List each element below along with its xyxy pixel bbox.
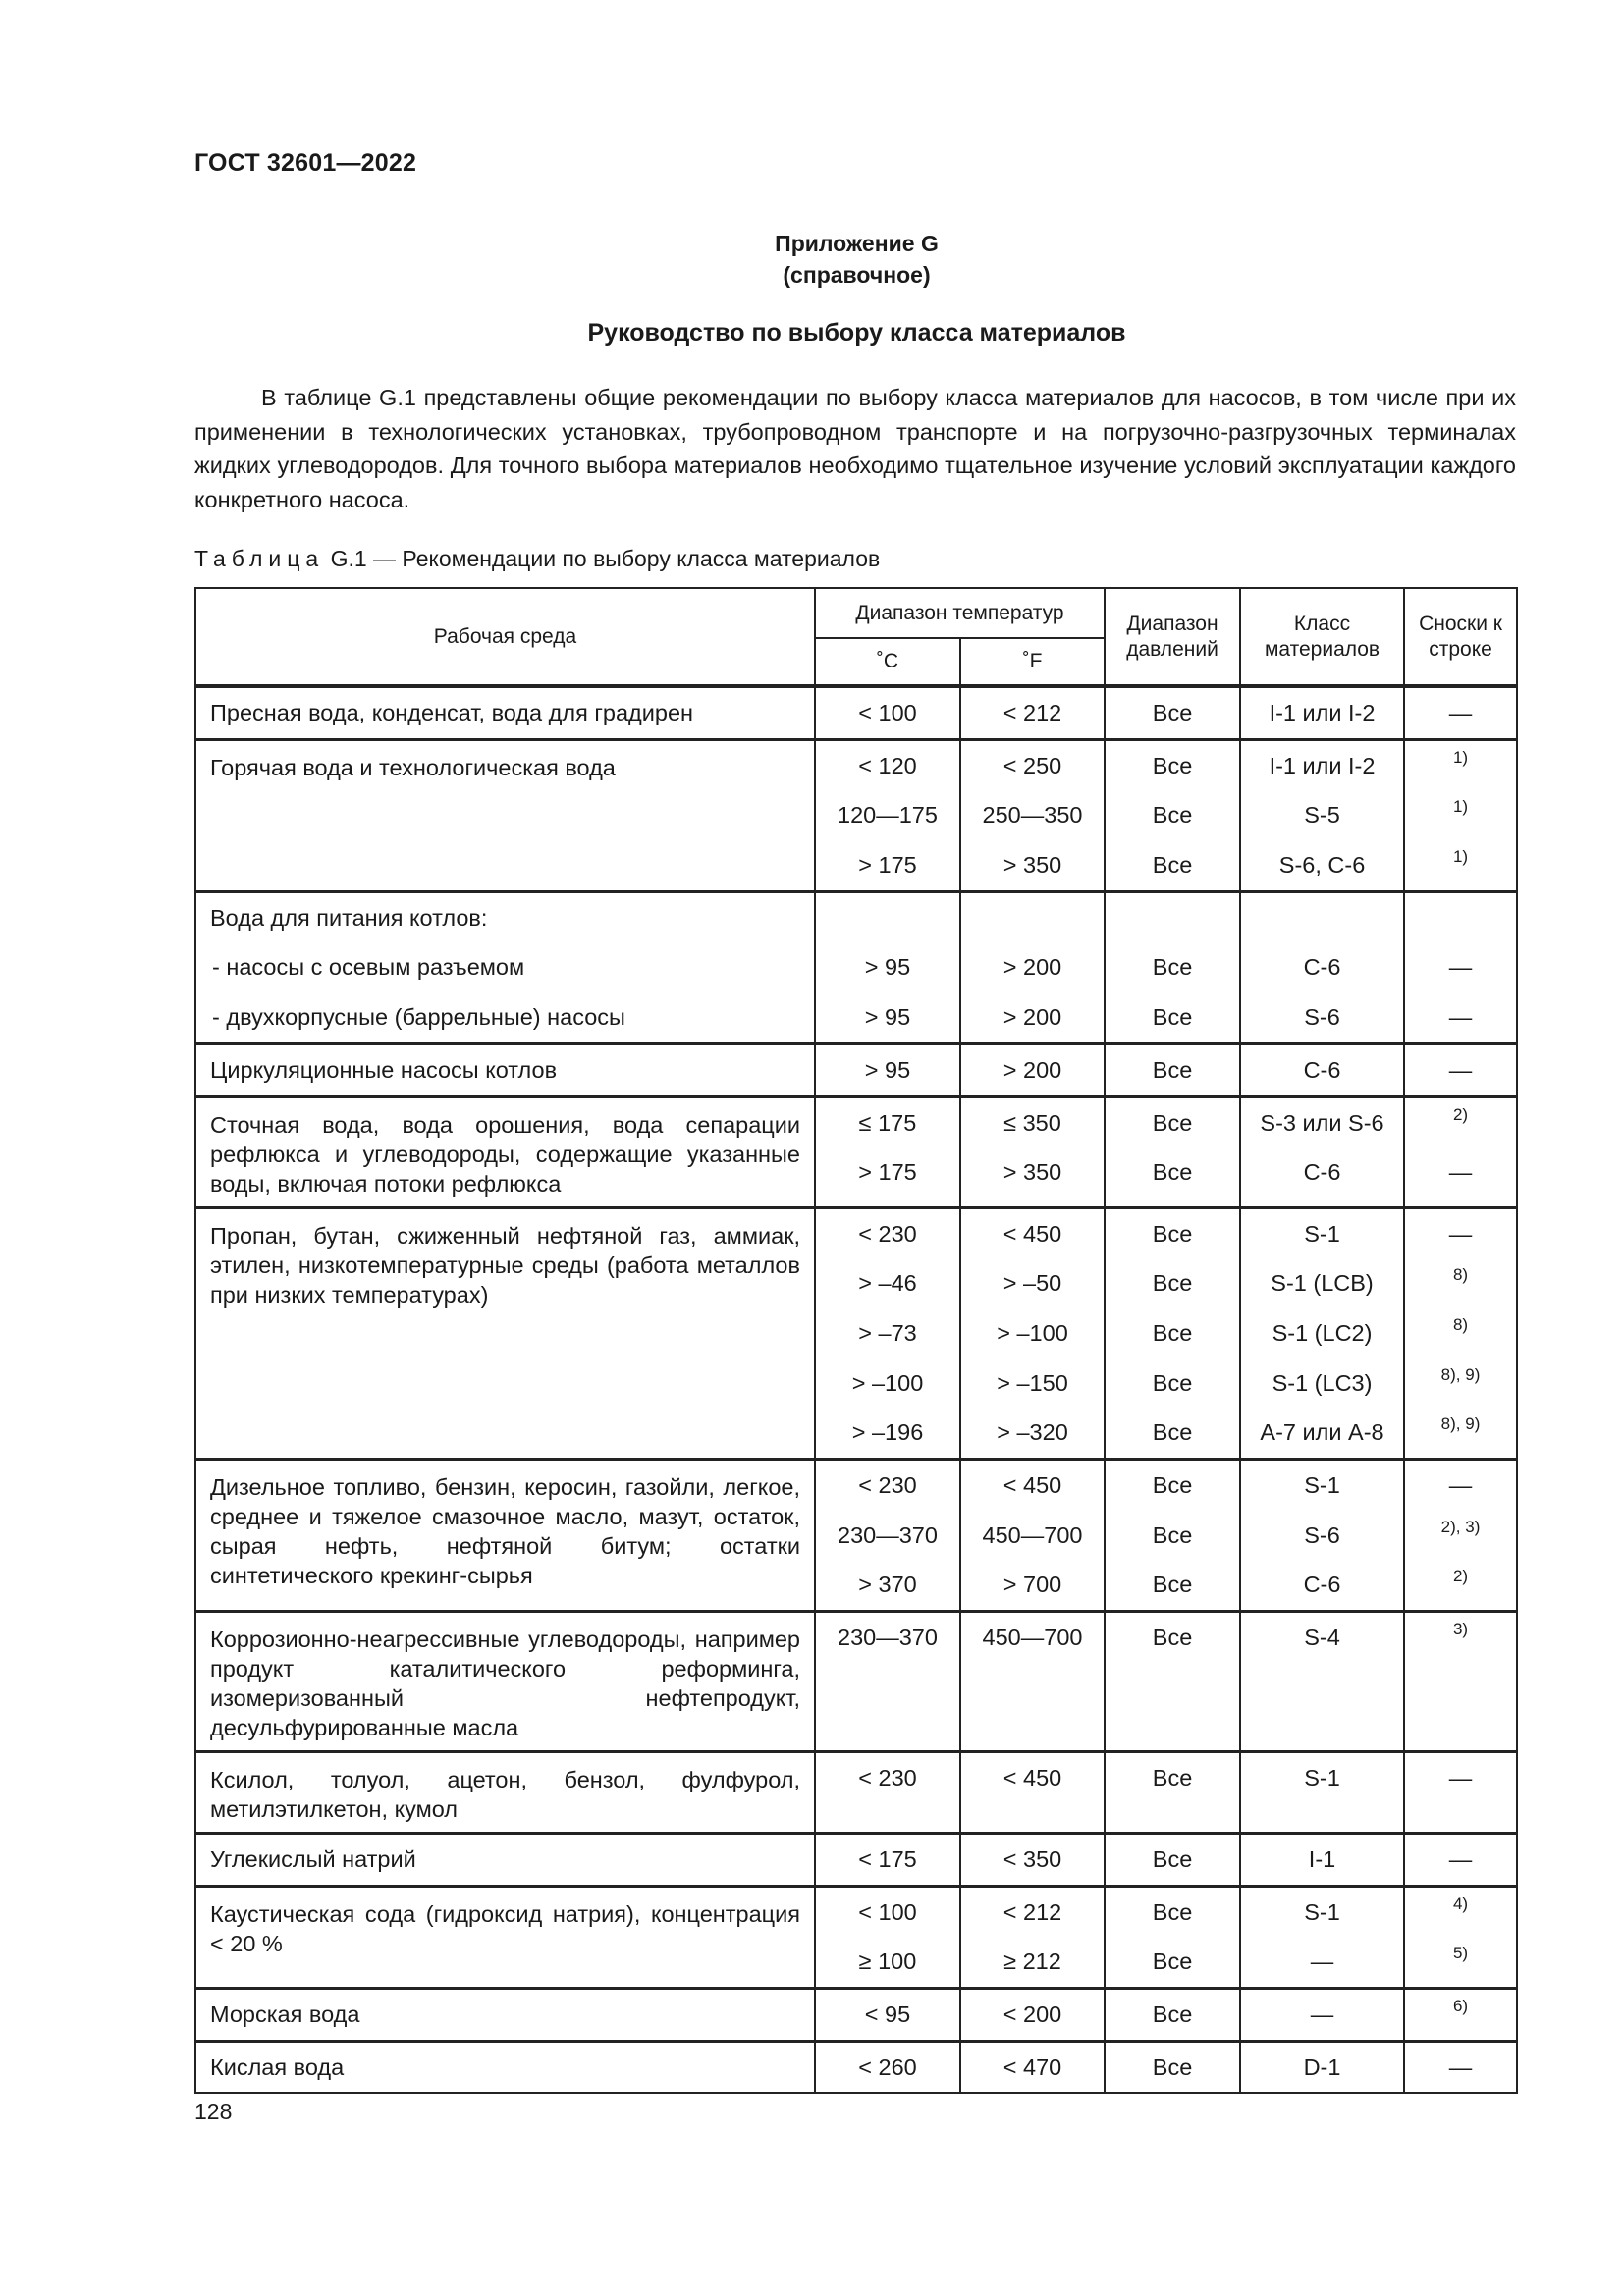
- medium-text: Кислая вода: [210, 2054, 345, 2080]
- cell-fahrenheit-value: 450—700: [982, 1522, 1083, 1548]
- cell-celsius-value: < 95: [864, 2002, 911, 2028]
- cell-celsius-value: < 100: [858, 1898, 917, 1925]
- cell-material-class: [1240, 1207, 1404, 1459]
- cell-celsius-value: > –73: [858, 1319, 917, 1346]
- cell-footnote-value: [1405, 1408, 1516, 1458]
- cell-material-class: [1240, 891, 1404, 1043]
- page-number: 128: [194, 2099, 233, 2124]
- header-temp-range: Диапазон температур: [815, 588, 1105, 638]
- cell-footnote: [1404, 739, 1517, 891]
- cell-material-class-value: S-4: [1304, 1625, 1340, 1650]
- cell-pressure-value: Все: [1152, 954, 1193, 981]
- cell-pressure-value: [1106, 893, 1239, 943]
- cell-pressure-value: Все: [1152, 752, 1193, 778]
- appendix-heading: [0, 228, 1624, 291]
- cell-fahrenheit: [960, 1459, 1105, 1611]
- header-fahrenheit: ˚F: [960, 638, 1105, 686]
- cell-pressure-value: Все: [1152, 1004, 1193, 1031]
- cell-pressure: [1105, 1459, 1240, 1611]
- cell-material-class: [1240, 1752, 1404, 1834]
- cell-celsius: [815, 891, 960, 1043]
- cell-pressure-value: Все: [1152, 1949, 1193, 1975]
- cell-material-class-value: S-1: [1304, 1471, 1340, 1498]
- cell-material-class-value: S-1: [1304, 1765, 1340, 1790]
- cell-celsius-value: ≤ 175: [858, 1109, 917, 1136]
- cell-celsius-value: 230—370: [838, 1625, 938, 1650]
- header-pressure: Диапазон давлений: [1105, 588, 1240, 686]
- medium-text: Углекислый натрий: [210, 1846, 416, 1872]
- cell-celsius-value: < 230: [858, 1220, 917, 1247]
- cell-celsius: [815, 739, 960, 891]
- medium-text: Пресная вода, конденсат, вода для градирен: [210, 700, 693, 725]
- cell-medium: [195, 2041, 815, 2093]
- cell-celsius-value: > –100: [851, 1369, 924, 1396]
- footnote-ref: 2), 3): [1440, 1517, 1481, 1536]
- cell-medium: [195, 1207, 815, 1459]
- cell-celsius-value: > 175: [858, 852, 917, 879]
- cell-footnote: [1404, 891, 1517, 1043]
- appendix-title: Приложение G: [775, 231, 939, 256]
- cell-material-class-value: S-3 или S-6: [1260, 1109, 1384, 1136]
- header-celsius: ˚C: [815, 638, 960, 686]
- cell-fahrenheit: [960, 1043, 1105, 1096]
- cell-material-class-value: D-1: [1303, 2054, 1341, 2080]
- cell-celsius-value: > –196: [851, 1419, 924, 1446]
- cell-footnote: [1404, 1096, 1517, 1207]
- cell-celsius: [815, 1612, 960, 1752]
- table-row: [195, 1834, 1517, 1887]
- cell-celsius-value: > 95: [864, 954, 911, 981]
- cell-medium: [195, 1834, 815, 1887]
- footnote-ref: 2): [1452, 1567, 1469, 1586]
- cell-pressure-value: Все: [1152, 1572, 1193, 1598]
- cell-footnote: [1404, 1612, 1517, 1752]
- cell-pressure: [1105, 2041, 1240, 2093]
- cell-pressure-value: Все: [1152, 1109, 1193, 1136]
- cell-footnote: [1404, 1834, 1517, 1887]
- cell-footnote-value: [1405, 1990, 1516, 2040]
- cell-fahrenheit-value: < 200: [1002, 2002, 1062, 2028]
- cell-footnote-value: —: [1448, 1846, 1473, 1872]
- cell-footnote: [1404, 686, 1517, 739]
- materials-table: [194, 587, 1518, 2094]
- cell-fahrenheit-value: [961, 893, 1104, 943]
- cell-material-class: [1240, 1886, 1404, 1988]
- table-caption-text: G.1 — Рекомендации по выбору класса материалов: [330, 546, 881, 571]
- cell-pressure-value: Все: [1152, 700, 1193, 725]
- cell-material-class: [1240, 1989, 1404, 2042]
- cell-fahrenheit-value: < 450: [1002, 1471, 1062, 1498]
- cell-footnote-value: [1405, 1308, 1516, 1359]
- cell-pressure: [1105, 1834, 1240, 1887]
- medium-heading: Вода для питания котлов:: [210, 904, 488, 931]
- header-medium: Рабочая среда: [195, 588, 815, 686]
- cell-fahrenheit-value: > –320: [997, 1419, 1068, 1446]
- cell-medium: [195, 1612, 815, 1752]
- footnote-ref: 1): [1452, 847, 1469, 867]
- cell-footnote-value: [1405, 1098, 1516, 1148]
- cell-pressure-value: Все: [1152, 1625, 1193, 1650]
- cell-material-class-value: —: [1310, 1949, 1334, 1975]
- cell-fahrenheit-value: ≤ 350: [1003, 1109, 1061, 1136]
- cell-pressure: [1105, 891, 1240, 1043]
- cell-fahrenheit-value: 450—700: [982, 1625, 1083, 1650]
- table-body: [195, 686, 1517, 2093]
- cell-fahrenheit-value: > 350: [1002, 1159, 1062, 1186]
- cell-footnote-value: [1405, 1511, 1516, 1561]
- table-caption-tag: Таблица: [194, 546, 325, 571]
- cell-footnote-value: —: [1448, 1004, 1473, 1031]
- cell-fahrenheit-value: < 350: [1002, 1846, 1062, 1872]
- medium-sub-item: - двухкорпусные (баррельные) насосы: [212, 1004, 625, 1031]
- cell-fahrenheit: [960, 1096, 1105, 1207]
- cell-footnote-value: —: [1448, 954, 1473, 981]
- medium-text: Сточная вода, вода орошения, вода сепарации рефлюкса и углеводороды, содержащие указанные воды, включая потоки рефлюкса: [210, 1111, 800, 1197]
- cell-medium: [195, 1096, 815, 1207]
- cell-material-class-value: S-1: [1304, 1898, 1340, 1925]
- cell-footnote-value: [1405, 1258, 1516, 1308]
- cell-fahrenheit-value: > 200: [1002, 1056, 1062, 1083]
- cell-material-class-value: C-6: [1303, 954, 1341, 981]
- cell-fahrenheit-value: < 450: [1002, 1220, 1062, 1247]
- cell-pressure: [1105, 739, 1240, 891]
- footnote-ref: 5): [1452, 1944, 1469, 1963]
- cell-fahrenheit-value: > –100: [997, 1319, 1068, 1346]
- cell-fahrenheit: [960, 1834, 1105, 1887]
- cell-fahrenheit: [960, 1612, 1105, 1752]
- footnote-ref: 2): [1452, 1104, 1469, 1124]
- cell-fahrenheit: [960, 686, 1105, 739]
- cell-pressure-value: Все: [1152, 2002, 1193, 2028]
- medium-text: Дизельное топливо, бензин, керосин, газойли, легкое, среднее и тяжелое смазочное масло, мазут, остаток, сырая нефть, нефтяной битум; остатки синтетического крекинг-сырья: [210, 1473, 800, 1588]
- cell-pressure-value: Все: [1152, 1056, 1193, 1083]
- cell-material-class-value: [1241, 893, 1403, 943]
- cell-celsius-value: 120—175: [838, 802, 938, 828]
- cell-fahrenheit-value: > 200: [1002, 1004, 1062, 1031]
- cell-pressure: [1105, 1752, 1240, 1834]
- cell-celsius: [815, 1207, 960, 1459]
- cell-footnote-value: —: [1448, 2054, 1473, 2080]
- cell-medium: [195, 739, 815, 891]
- cell-material-class-value: I-1: [1308, 1846, 1336, 1872]
- cell-material-class: [1240, 1096, 1404, 1207]
- cell-pressure-value: Все: [1152, 1319, 1193, 1346]
- cell-pressure: [1105, 1207, 1240, 1459]
- cell-celsius-value: < 260: [858, 2054, 917, 2080]
- cell-footnote: [1404, 1989, 1517, 2042]
- cell-footnote-value: —: [1448, 1765, 1473, 1790]
- cell-celsius-value: > 95: [864, 1004, 911, 1031]
- cell-material-class-value: I-1 или I-2: [1269, 752, 1376, 778]
- cell-material-class: [1240, 2041, 1404, 2093]
- cell-fahrenheit-value: > –150: [997, 1369, 1068, 1396]
- cell-celsius: [815, 1752, 960, 1834]
- cell-material-class: [1240, 739, 1404, 891]
- table-row: [195, 1612, 1517, 1752]
- cell-material-class-value: S-5: [1304, 802, 1340, 828]
- cell-footnote: [1404, 1752, 1517, 1834]
- cell-celsius: [815, 1886, 960, 1988]
- cell-celsius: [815, 686, 960, 739]
- header-footnotes: Сноски к строке: [1404, 588, 1517, 686]
- cell-pressure-value: Все: [1152, 1159, 1193, 1186]
- table-row: [195, 2041, 1517, 2093]
- cell-celsius-value: < 175: [858, 1846, 917, 1872]
- medium-text: Циркуляционные насосы котлов: [210, 1056, 558, 1083]
- cell-material-class-value: S-1 (LCB): [1271, 1270, 1374, 1297]
- medium-text: Коррозионно-неагрессивные углеводороды, например продукт каталитического реформинга, изомеризованный нефтепродукт, десульфурированные масла: [210, 1627, 800, 1740]
- cell-celsius: [815, 1834, 960, 1887]
- cell-pressure: [1105, 1989, 1240, 2042]
- cell-footnote-value: —: [1448, 700, 1473, 725]
- cell-material-class-value: S-1 (LC2): [1272, 1319, 1373, 1346]
- cell-celsius-value: [816, 893, 959, 943]
- cell-fahrenheit-value: ≥ 212: [1003, 1949, 1061, 1975]
- table-row: [195, 1459, 1517, 1611]
- cell-material-class: [1240, 1612, 1404, 1752]
- cell-footnote: [1404, 2041, 1517, 2093]
- cell-material-class: [1240, 1834, 1404, 1887]
- cell-pressure-value: Все: [1152, 1765, 1193, 1790]
- cell-pressure-value: Все: [1152, 1270, 1193, 1297]
- cell-medium: [195, 1459, 815, 1611]
- footnote-ref: 1): [1452, 747, 1469, 767]
- cell-fahrenheit-value: < 250: [1002, 752, 1062, 778]
- cell-pressure: [1105, 1043, 1240, 1096]
- medium-text: Каустическая сода (гидроксид натрия), концентрация < 20 %: [210, 1900, 800, 1956]
- cell-pressure: [1105, 1886, 1240, 1988]
- cell-material-class-value: —: [1310, 2002, 1334, 2028]
- cell-fahrenheit-value: > 700: [1002, 1572, 1062, 1598]
- table-row: [195, 1207, 1517, 1459]
- header-material-class: Класс материалов: [1240, 588, 1404, 686]
- cell-celsius: [815, 1096, 960, 1207]
- cell-footnote-value: —: [1448, 1056, 1473, 1083]
- section-title: Руководство по выбору класса материалов: [587, 319, 1126, 347]
- medium-text: Ксилол, толуол, ацетон, бензол, фулфурол, метилэтилкетон, кумол: [210, 1767, 800, 1822]
- cell-material-class-value: C-6: [1303, 1056, 1341, 1083]
- cell-pressure-value: Все: [1152, 1846, 1193, 1872]
- table-row: [195, 1989, 1517, 2042]
- cell-medium: [195, 686, 815, 739]
- table-row: [195, 891, 1517, 1043]
- cell-celsius-value: < 230: [858, 1471, 917, 1498]
- cell-pressure-value: Все: [1152, 802, 1193, 828]
- table-row: [195, 1752, 1517, 1834]
- table-row: [195, 686, 1517, 739]
- cell-material-class-value: A-7 или A-8: [1260, 1419, 1384, 1446]
- document-header: ГОСТ 32601—2022: [194, 149, 417, 177]
- footnote-ref: 3): [1452, 1620, 1469, 1638]
- cell-pressure: [1105, 686, 1240, 739]
- cell-fahrenheit-value: > 200: [1002, 954, 1062, 981]
- intro-paragraph: В таблице G.1 представлены общие рекомендации по выбору класса материалов для насосов, в том числе при их применении в технологических установках, трубопроводном транспорте и на погрузочно-разгрузочных терминалах жидких углеводородов. Для точного выбора материалов необходимо тщательное изучение условий эксплуатации каждого конкретного насоса.: [194, 385, 1516, 512]
- cell-pressure-value: Все: [1152, 1471, 1193, 1498]
- footnote-ref: 4): [1452, 1894, 1469, 1913]
- table-row: [195, 1886, 1517, 1988]
- cell-footnote: [1404, 1207, 1517, 1459]
- table-row: [195, 739, 1517, 891]
- cell-celsius-value: < 120: [858, 752, 917, 778]
- cell-celsius-value: < 230: [858, 1765, 917, 1790]
- footnote-ref: 8): [1452, 1265, 1469, 1285]
- cell-material-class-value: S-6: [1304, 1522, 1340, 1548]
- footnote-ref: 6): [1452, 1997, 1469, 2016]
- cell-pressure: [1105, 1096, 1240, 1207]
- cell-celsius: [815, 2041, 960, 2093]
- table-row: [195, 1043, 1517, 1096]
- cell-celsius-value: > 370: [858, 1572, 917, 1598]
- cell-fahrenheit: [960, 739, 1105, 891]
- cell-celsius-value: < 100: [858, 700, 917, 725]
- cell-footnote-value: [1405, 893, 1516, 943]
- cell-medium: [195, 1989, 815, 2042]
- cell-footnote: [1404, 1886, 1517, 1988]
- cell-fahrenheit: [960, 1752, 1105, 1834]
- cell-footnote-value: [1405, 741, 1516, 791]
- table-caption: [194, 546, 880, 572]
- cell-material-class-value: C-6: [1303, 1572, 1341, 1598]
- cell-medium: [195, 1043, 815, 1096]
- cell-footnote-value: [1405, 1613, 1516, 1663]
- cell-fahrenheit-value: > –50: [1002, 1270, 1062, 1297]
- cell-material-class-value: I-1 или I-2: [1269, 700, 1376, 725]
- footnote-ref: 8), 9): [1440, 1415, 1481, 1434]
- cell-pressure-value: Все: [1152, 1369, 1193, 1396]
- cell-celsius-value: > 175: [858, 1159, 917, 1186]
- cell-footnote-value: [1405, 1359, 1516, 1409]
- cell-pressure-value: Все: [1152, 1419, 1193, 1446]
- cell-fahrenheit: [960, 2041, 1105, 2093]
- cell-celsius: [815, 1989, 960, 2042]
- cell-pressure-value: Все: [1152, 2054, 1193, 2080]
- footnote-ref: 8): [1452, 1314, 1469, 1334]
- cell-footnote-value: [1405, 1560, 1516, 1610]
- cell-footnote: [1404, 1043, 1517, 1096]
- cell-material-class-value: S-6: [1304, 1004, 1340, 1031]
- cell-celsius: [815, 1043, 960, 1096]
- cell-footnote-value: [1405, 790, 1516, 840]
- cell-footnote-value: —: [1448, 1220, 1473, 1247]
- cell-pressure-value: Все: [1152, 852, 1193, 879]
- cell-fahrenheit-value: < 212: [1002, 700, 1062, 725]
- cell-material-class-value: S-1 (LC3): [1272, 1369, 1373, 1396]
- cell-pressure: [1105, 1612, 1240, 1752]
- cell-fahrenheit-value: 250—350: [982, 802, 1083, 828]
- cell-fahrenheit: [960, 1207, 1105, 1459]
- cell-footnote-value: [1405, 840, 1516, 890]
- medium-text: Морская вода: [210, 2002, 360, 2028]
- cell-material-class-value: C-6: [1303, 1159, 1341, 1186]
- cell-footnote-value: [1405, 1937, 1516, 1987]
- cell-celsius-value: 230—370: [838, 1522, 938, 1548]
- cell-fahrenheit-value: < 450: [1002, 1765, 1062, 1790]
- cell-celsius-value: > –46: [858, 1270, 917, 1297]
- cell-medium: [195, 1886, 815, 1988]
- cell-pressure-value: Все: [1152, 1220, 1193, 1247]
- medium-sub-item: - насосы с осевым разъемом: [212, 954, 525, 981]
- cell-fahrenheit-value: < 212: [1002, 1898, 1062, 1925]
- cell-footnote-value: [1405, 1888, 1516, 1938]
- medium-text: Пропан, бутан, сжиженный нефтяной газ, аммиак, этилен, низкотемпературные среды (работа металлов при низких температурах): [210, 1222, 800, 1308]
- cell-fahrenheit-value: < 470: [1002, 2054, 1062, 2080]
- cell-footnote-value: —: [1448, 1471, 1473, 1498]
- cell-celsius-value: ≥ 100: [858, 1949, 917, 1975]
- cell-fahrenheit-value: > 350: [1002, 852, 1062, 879]
- cell-medium: [195, 1752, 815, 1834]
- cell-pressure-value: Все: [1152, 1898, 1193, 1925]
- cell-pressure-value: Все: [1152, 1522, 1193, 1548]
- cell-material-class-value: S-6, C-6: [1278, 852, 1366, 879]
- table-header: [195, 588, 1517, 686]
- appendix-subtitle: (справочное): [783, 262, 931, 288]
- footnote-ref: 8), 9): [1440, 1364, 1481, 1384]
- cell-material-class: [1240, 1043, 1404, 1096]
- medium-text: Горячая вода и технологическая вода: [210, 754, 616, 780]
- cell-celsius-value: > 95: [864, 1056, 911, 1083]
- cell-fahrenheit: [960, 1989, 1105, 2042]
- cell-footnote: [1404, 1459, 1517, 1611]
- cell-material-class: [1240, 1459, 1404, 1611]
- cell-medium: [195, 891, 815, 1043]
- footnote-ref: 1): [1452, 797, 1469, 817]
- cell-material-class-value: S-1: [1304, 1220, 1340, 1247]
- cell-material-class: [1240, 686, 1404, 739]
- cell-celsius: [815, 1459, 960, 1611]
- cell-footnote-value: —: [1448, 1159, 1473, 1186]
- cell-fahrenheit: [960, 1886, 1105, 1988]
- cell-fahrenheit: [960, 891, 1105, 1043]
- table-row: [195, 1096, 1517, 1207]
